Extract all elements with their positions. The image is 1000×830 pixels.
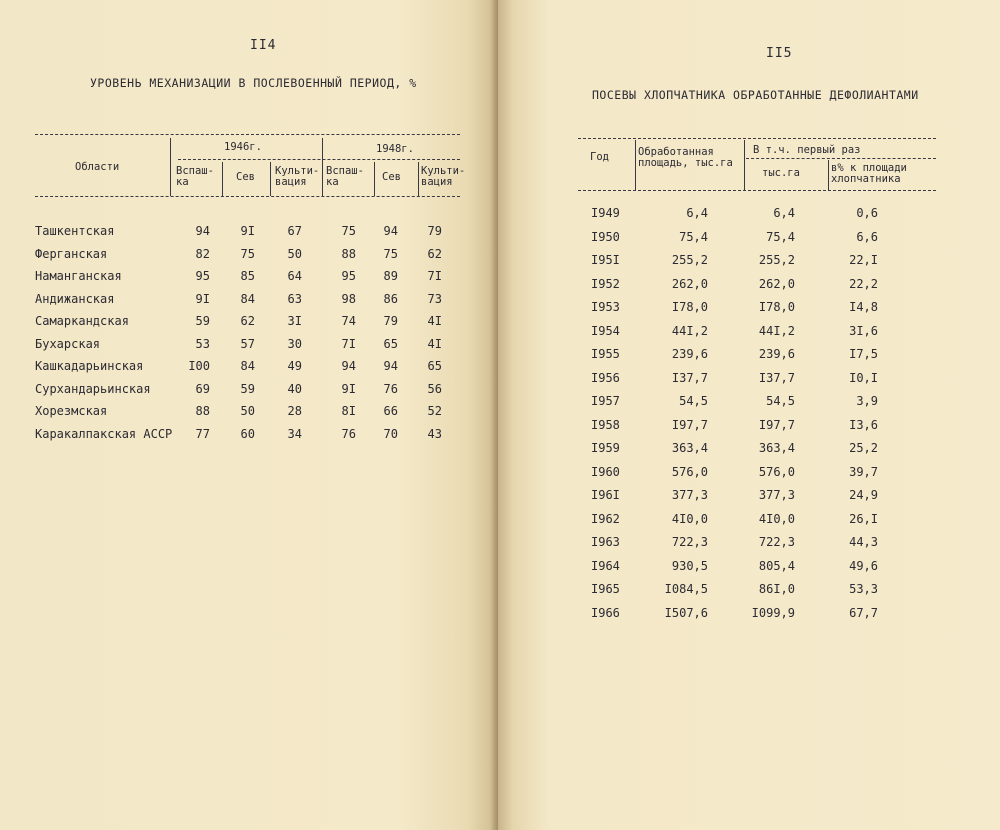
year-cell: I950: [591, 229, 620, 244]
header-mid-rule: [178, 159, 460, 160]
header-divider: [828, 160, 829, 190]
region-name: Ташкентская: [35, 224, 115, 238]
table-cell: 9I: [195, 291, 210, 306]
year-cell: I952: [591, 276, 620, 291]
table-cell: 56: [427, 381, 442, 396]
table-cell: 50: [287, 246, 302, 261]
table-cell: 28: [287, 404, 302, 418]
table-cell: 49,6: [849, 558, 878, 573]
region-name: Каракалпакская АССР: [35, 426, 173, 441]
table-cell: 4I0,0: [671, 511, 708, 526]
region-name: Андижанская: [35, 291, 115, 306]
table-cell: I97,7: [671, 417, 708, 432]
table-cell: 54,5: [766, 394, 795, 408]
table-cell: 22,I: [849, 253, 878, 267]
table-cell: 6,4: [773, 206, 795, 220]
table-cell: 22,2: [849, 276, 878, 291]
header-divider: [222, 162, 223, 196]
table-cell: 7I: [341, 336, 356, 351]
table-cell: 239,6: [758, 347, 795, 361]
table-cell: 3I,6: [849, 323, 878, 338]
table-cell: 255,2: [758, 253, 795, 267]
table-cell: I0,I: [849, 370, 878, 385]
table-cell: 363,4: [758, 441, 795, 455]
table-cell: 52: [427, 404, 442, 418]
year-cell: I953: [591, 300, 620, 314]
table-cell: 77: [195, 426, 210, 441]
header-top-rule: [578, 138, 936, 139]
table-cell: 44I,2: [671, 323, 708, 338]
table-cell: 39,7: [849, 464, 878, 479]
region-name: Кашкадарьинская: [35, 359, 144, 373]
table-cell: 75,4: [766, 229, 795, 244]
table-cell: 43: [427, 426, 442, 441]
year-cell: I958: [591, 417, 620, 432]
table-cell: 805,4: [758, 558, 795, 573]
table-cell: 62: [427, 246, 442, 261]
table-cell: 722,3: [758, 535, 795, 549]
table-cell: 40: [287, 381, 302, 396]
table-cell: 89: [383, 269, 398, 283]
table-cell: 3,9: [856, 394, 878, 408]
table-cell: 0,6: [856, 206, 878, 220]
table-cell: 65: [427, 359, 442, 373]
header-thousand-ha: тыс.га: [762, 167, 800, 179]
header-divider: [270, 162, 271, 196]
year-cell: I965: [591, 582, 620, 596]
table-cell: 262,0: [758, 276, 795, 291]
table-cell: 63: [287, 291, 302, 306]
table-cell: 50: [240, 404, 255, 418]
table-cell: 255,2: [671, 253, 708, 267]
table-cell: 377,3: [758, 488, 795, 502]
table-cell: 53,3: [849, 582, 878, 596]
table-cell: 74: [341, 314, 356, 328]
table-cell: 49: [287, 359, 302, 373]
table-cell: 576,0: [758, 464, 795, 479]
table-cell: 82: [195, 246, 210, 261]
table-cell: 98: [341, 291, 356, 306]
table-cell: 3I: [287, 314, 302, 328]
table-cell: I7,5: [849, 347, 878, 361]
year-cell: I96I: [591, 488, 620, 502]
table-cell: 94: [383, 359, 398, 373]
table-cell: 722,3: [671, 535, 708, 549]
table-cell: I4,8: [849, 300, 878, 314]
year-cell: I949: [591, 206, 620, 220]
table-cell: 25,2: [849, 441, 878, 455]
right-page-number: II5: [766, 46, 793, 61]
header-divider: [322, 138, 323, 196]
table-cell: 930,5: [671, 558, 708, 573]
header-year-1946: 1946г.: [224, 141, 262, 153]
table-cell: I78,0: [758, 300, 795, 314]
header-divider: [418, 162, 419, 196]
table-cell: 73: [427, 291, 442, 306]
table-cell: 69: [195, 381, 210, 396]
header-treated-area: Обработанная площадь, тыс.га: [638, 146, 733, 169]
header-top-rule: [35, 134, 460, 135]
table-cell: 95: [195, 269, 210, 283]
table-cell: I3,6: [849, 417, 878, 432]
left-table-title: УРОВЕНЬ МЕХАНИЗАЦИИ В ПОСЛЕВОЕННЫЙ ПЕРИОД, %: [90, 76, 417, 90]
table-cell: 53: [195, 336, 210, 351]
header-cultivation-1948: Культи- вация: [421, 165, 466, 188]
header-region: Области: [75, 161, 120, 173]
table-cell: 86I,0: [758, 582, 795, 596]
year-cell: I959: [591, 441, 620, 455]
header-bottom-rule: [35, 196, 460, 197]
table-cell: 88: [341, 246, 356, 261]
year-cell: I966: [591, 605, 620, 620]
table-cell: I97,7: [758, 417, 795, 432]
table-cell: 9I: [341, 381, 356, 396]
table-cell: 75: [383, 246, 398, 261]
table-cell: 65: [383, 336, 398, 351]
table-cell: I507,6: [664, 605, 708, 620]
header-percent-of-area: в% к площади хлопчатника: [831, 162, 907, 185]
year-cell: I956: [591, 370, 620, 385]
table-cell: 67: [287, 224, 302, 238]
table-cell: 62: [240, 314, 255, 328]
header-year: Год: [590, 151, 609, 163]
year-cell: I963: [591, 535, 620, 549]
table-cell: I084,5: [664, 582, 708, 596]
table-cell: 6,4: [686, 206, 708, 220]
table-cell: 84: [240, 359, 255, 373]
header-divider: [170, 138, 171, 196]
year-cell: I962: [591, 511, 620, 526]
table-cell: 75: [341, 224, 356, 238]
table-cell: 94: [195, 224, 210, 238]
header-sowing-1946: Сев: [236, 171, 255, 183]
table-cell: 57: [240, 336, 255, 351]
year-cell: I964: [591, 558, 620, 573]
header-sowing-1948: Сев: [382, 171, 401, 183]
table-cell: 75: [240, 246, 255, 261]
table-cell: 95: [341, 269, 356, 283]
table-cell: 75,4: [679, 229, 708, 244]
region-name: Хорезмская: [35, 404, 108, 418]
table-cell: 377,3: [671, 488, 708, 502]
table-cell: 85: [240, 269, 255, 283]
table-cell: 94: [383, 224, 398, 238]
right-table-title: ПОСЕВЫ ХЛОПЧАТНИКА ОБРАБОТАННЫЕ ДЕФОЛИАНТАМИ: [592, 88, 919, 102]
region-name: Сурхандарьинская: [35, 381, 151, 396]
table-cell: 24,9: [849, 488, 878, 502]
table-cell: 363,4: [671, 441, 708, 455]
year-cell: I957: [591, 394, 620, 408]
left-page: [0, 0, 498, 830]
region-name: Бухарская: [35, 336, 101, 351]
header-divider: [635, 140, 636, 190]
table-cell: 239,6: [671, 347, 708, 361]
year-cell: I960: [591, 464, 620, 479]
table-cell: 34: [287, 426, 302, 441]
header-divider: [744, 140, 745, 190]
table-cell: I099,9: [751, 605, 795, 620]
table-cell: 59: [195, 314, 210, 328]
table-cell: 4I0,0: [758, 511, 795, 526]
header-first-time: В т.ч. первый раз: [753, 144, 861, 156]
header-divider: [374, 162, 375, 196]
header-cultivation-1946: Культи- вация: [275, 165, 320, 188]
table-cell: 6,6: [856, 229, 878, 244]
table-cell: 44I,2: [758, 323, 795, 338]
table-cell: 8I: [341, 404, 356, 418]
table-cell: 76: [341, 426, 356, 441]
table-cell: 30: [287, 336, 302, 351]
region-name: Наманганская: [35, 269, 122, 283]
table-cell: 70: [383, 426, 398, 441]
table-cell: 4I: [427, 314, 442, 328]
right-page: [498, 0, 1000, 830]
table-cell: I78,0: [671, 300, 708, 314]
header-year-1948: 1948г.: [376, 143, 414, 155]
table-cell: 60: [240, 426, 255, 441]
region-name: Ферганская: [35, 246, 108, 261]
header-plowing-1946: Вспаш- ка: [176, 165, 214, 188]
table-cell: 67,7: [849, 605, 878, 620]
header-plowing-1948: Вспаш- ка: [326, 165, 364, 188]
year-cell: I95I: [591, 253, 620, 267]
table-cell: I37,7: [758, 370, 795, 385]
table-cell: 79: [383, 314, 398, 328]
table-cell: 7I: [427, 269, 442, 283]
table-cell: 59: [240, 381, 255, 396]
left-page-number: II4: [250, 38, 277, 53]
table-cell: 9I: [240, 224, 255, 238]
table-cell: 4I: [427, 336, 442, 351]
table-cell: 54,5: [679, 394, 708, 408]
header-mid-rule: [746, 158, 936, 159]
year-cell: I955: [591, 347, 620, 361]
header-bottom-rule: [578, 190, 936, 191]
table-cell: I00: [188, 359, 210, 373]
table-cell: 88: [195, 404, 210, 418]
table-cell: I37,7: [671, 370, 708, 385]
table-cell: 76: [383, 381, 398, 396]
table-cell: 44,3: [849, 535, 878, 549]
region-name: Самаркандская: [35, 314, 129, 328]
table-cell: 86: [383, 291, 398, 306]
table-cell: 262,0: [671, 276, 708, 291]
table-cell: 94: [341, 359, 356, 373]
table-cell: 79: [427, 224, 442, 238]
table-cell: 84: [240, 291, 255, 306]
year-cell: I954: [591, 323, 620, 338]
table-cell: 64: [287, 269, 302, 283]
table-cell: 576,0: [671, 464, 708, 479]
table-cell: 26,I: [849, 511, 878, 526]
table-cell: 66: [383, 404, 398, 418]
